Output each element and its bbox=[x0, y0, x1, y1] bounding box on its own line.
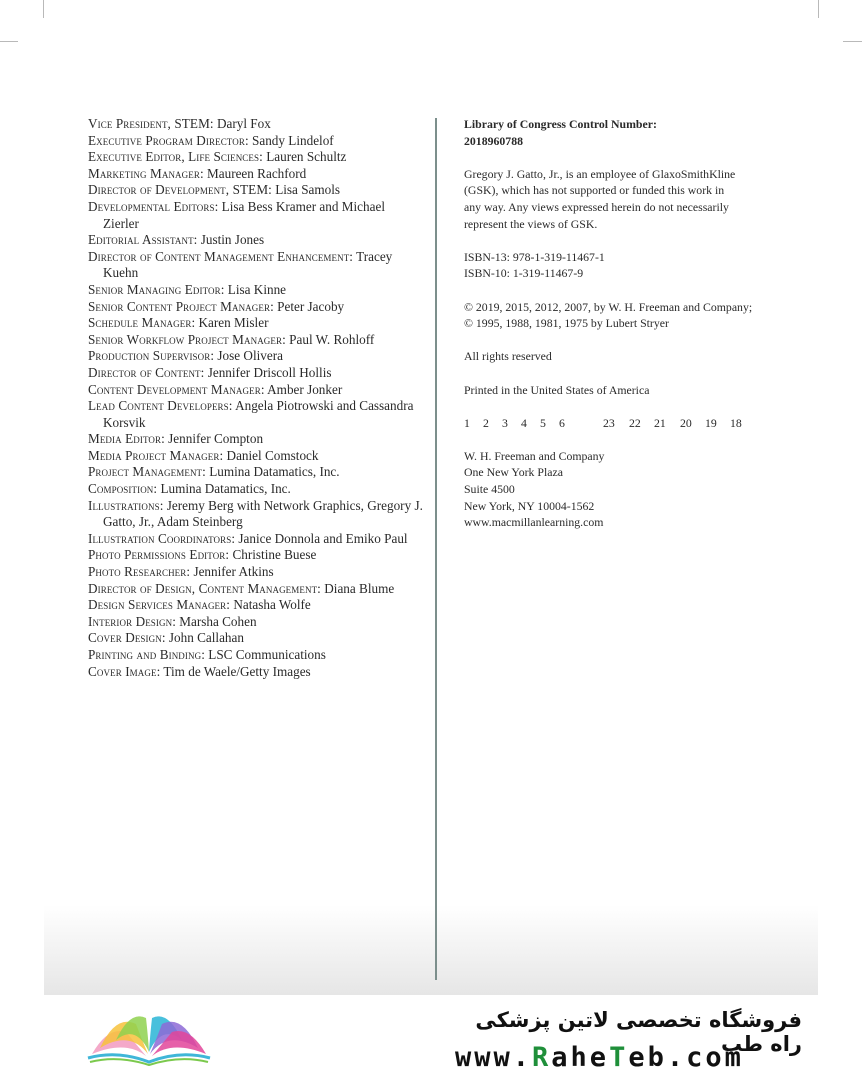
print-number: 6 bbox=[559, 415, 565, 430]
credit-entry bbox=[88, 398, 423, 431]
credit-entry bbox=[88, 614, 423, 631]
credit-name: Sandy Lindelof bbox=[248, 132, 334, 148]
credit-entry bbox=[88, 531, 423, 548]
credit-role: Schedule Manager: bbox=[88, 315, 196, 331]
website-brand-letter: T bbox=[609, 1042, 629, 1073]
credit-entry bbox=[88, 182, 423, 199]
credit-name: Jose Olivera bbox=[214, 348, 283, 364]
print-number: 18 bbox=[730, 415, 742, 430]
print-number: 2 bbox=[483, 415, 489, 430]
crop-mark bbox=[0, 41, 18, 42]
credit-role: Photo Permissions Editor: bbox=[88, 547, 230, 563]
column-divider bbox=[435, 118, 437, 980]
credit-role: Production Supervisor: bbox=[88, 348, 215, 364]
credit-name: Peter Jacoby bbox=[273, 298, 345, 314]
print-number: 3 bbox=[502, 415, 508, 430]
credit-entry bbox=[88, 448, 423, 465]
credit-role: Media Project Manager: bbox=[88, 447, 224, 463]
credit-entry bbox=[88, 365, 423, 382]
print-number: 1 bbox=[464, 415, 470, 430]
rights-reserved: All rights reserved bbox=[464, 349, 552, 364]
credit-name: Natasha Wolfe bbox=[230, 597, 311, 613]
credit-role: Lead Content Developers: bbox=[88, 398, 233, 414]
credit-name: Lisa Bess Kramer and Michael Zierler bbox=[103, 198, 385, 231]
credit-entry bbox=[88, 149, 423, 166]
credit-entry bbox=[88, 133, 423, 150]
credit-name: Angela Piotrowski and Cassandra Korsvik bbox=[103, 398, 414, 430]
credit-entry bbox=[88, 597, 423, 614]
credit-name: Jeremy Berg with Network Graphics, Gregory J. Gatto, Jr., Adam Steinberg bbox=[103, 497, 423, 530]
website-suffix: .com bbox=[666, 1042, 744, 1073]
credit-role: Developmental Editors: bbox=[88, 198, 219, 214]
print-number: 22 bbox=[629, 415, 641, 430]
credit-role: Project Management: bbox=[88, 464, 206, 480]
isbn-10: ISBN-10: 1-319-11467-9 bbox=[464, 266, 584, 281]
credit-role: Senior Content Project Manager: bbox=[88, 298, 274, 314]
credit-role: Illustration Coordinators: bbox=[88, 530, 236, 546]
print-number: 5 bbox=[540, 415, 546, 430]
credit-role: Director of Content Management Enhancement: bbox=[88, 248, 354, 264]
credit-role: Executive Editor, Life Sciences: bbox=[88, 149, 263, 165]
credit-entry bbox=[88, 282, 423, 299]
credit-name: Tim de Waele/Getty Images bbox=[160, 663, 311, 679]
disclaimer-text: Gregory J. Gatto, Jr., is an employee of GlaxoSmithKline (GSK), which has not supported or funded this work in any way. Any views expressed herein do not necessarily represent the views of GSK. bbox=[464, 166, 736, 231]
credit-entry bbox=[88, 199, 423, 232]
credit-name: Amber Jonker bbox=[264, 381, 343, 397]
credit-entry bbox=[88, 348, 423, 365]
credit-role: Marketing Manager: bbox=[88, 165, 204, 181]
credit-entry bbox=[88, 498, 423, 531]
crop-mark bbox=[843, 41, 862, 42]
credit-role: Printing and Binding: bbox=[88, 647, 205, 662]
lccn-block bbox=[464, 116, 764, 149]
credit-role: Executive Program Director: bbox=[88, 132, 249, 148]
credit-role: Vice President, STEM: bbox=[88, 116, 214, 131]
credit-name: Jennifer Driscoll Hollis bbox=[204, 364, 332, 380]
credit-role: Illustrations: bbox=[88, 497, 164, 513]
credit-entry bbox=[88, 299, 423, 316]
publisher-address-line: Suite 4500 bbox=[464, 482, 515, 497]
credit-entry bbox=[88, 581, 423, 598]
credit-name: Maureen Rachford bbox=[203, 165, 307, 181]
credit-role: Senior Workflow Project Manager: bbox=[88, 331, 286, 347]
credit-entry bbox=[88, 382, 423, 399]
credit-entry bbox=[88, 647, 423, 664]
copyright-column bbox=[464, 116, 764, 531]
credit-name: Lumina Datamatics, Inc. bbox=[205, 464, 340, 480]
print-number: 20 bbox=[680, 415, 692, 430]
print-number-line bbox=[464, 415, 764, 432]
store-website[interactable] bbox=[455, 1042, 805, 1073]
crop-mark bbox=[43, 0, 44, 18]
page-bottom-shadow bbox=[44, 905, 818, 995]
isbn-13: ISBN-13: 978-1-319-11467-1 bbox=[464, 249, 605, 264]
credit-name: Janice Donnola and Emiko Paul bbox=[235, 530, 408, 546]
credit-name: Lisa Kinne bbox=[224, 281, 287, 297]
print-number: 23 bbox=[603, 415, 615, 430]
credit-name: Jennifer Compton bbox=[164, 431, 264, 447]
publisher-url: www.macmillanlearning.com bbox=[464, 515, 604, 530]
credit-entry bbox=[88, 547, 423, 564]
credit-role: Editorial Assistant: bbox=[88, 232, 198, 248]
credit-entry bbox=[88, 630, 423, 647]
credit-name: Lisa Samols bbox=[271, 182, 341, 198]
credit-entry bbox=[88, 481, 423, 498]
credit-entry bbox=[88, 664, 423, 681]
credit-role: Cover Image: bbox=[88, 663, 161, 679]
credit-role: Composition: bbox=[88, 481, 158, 497]
credit-role: Interior Design: bbox=[88, 613, 176, 629]
credit-entry bbox=[88, 315, 423, 332]
credit-name: Lumina Datamatics, Inc. bbox=[157, 481, 291, 497]
credit-name: LSC Communications bbox=[204, 647, 326, 662]
credit-role: Director of Development, STEM: bbox=[88, 182, 272, 198]
credit-entry bbox=[88, 116, 423, 133]
publisher-city: New York, NY 10004-1562 bbox=[464, 498, 595, 513]
credit-name: John Callahan bbox=[165, 630, 244, 646]
lccn-number: 2018960788 bbox=[464, 133, 523, 148]
credit-name: Christine Buese bbox=[229, 547, 317, 563]
credit-entry bbox=[88, 166, 423, 183]
credit-role: Content Development Manager: bbox=[88, 381, 265, 397]
website-brand-part: ahe bbox=[551, 1042, 610, 1073]
publisher-address bbox=[464, 448, 764, 531]
credit-role: Senior Managing Editor: bbox=[88, 281, 225, 297]
credit-role: Cover Design: bbox=[88, 630, 166, 646]
credit-role: Media Editor: bbox=[88, 431, 165, 447]
credit-name: Daniel Comstock bbox=[223, 447, 319, 463]
credit-name: Karen Misler bbox=[195, 315, 269, 331]
credit-role: Director of Design, Content Management: bbox=[88, 580, 321, 596]
credit-name: Lauren Schultz bbox=[262, 149, 347, 165]
printed-in: Printed in the United States of America bbox=[464, 382, 650, 397]
credit-entry bbox=[88, 464, 423, 481]
lccn-label: Library of Congress Control Number: bbox=[464, 117, 657, 131]
credit-name: Daryl Fox bbox=[213, 116, 271, 131]
website-prefix: www. bbox=[455, 1042, 533, 1073]
print-number: 4 bbox=[521, 415, 527, 430]
isbn-block bbox=[464, 249, 764, 282]
credit-role: Photo Researcher: bbox=[88, 564, 191, 580]
credits-list bbox=[88, 116, 423, 680]
print-number: 21 bbox=[654, 415, 666, 430]
website-brand-part: eb bbox=[628, 1042, 667, 1073]
credit-name: Paul W. Rohloff bbox=[285, 331, 375, 347]
crop-mark bbox=[818, 0, 819, 18]
credit-name: Diana Blume bbox=[320, 580, 395, 596]
publisher-name: W. H. Freeman and Company bbox=[464, 448, 605, 463]
credit-role: Design Services Manager: bbox=[88, 597, 231, 613]
credit-role: Director of Content: bbox=[88, 364, 205, 380]
credit-entry bbox=[88, 332, 423, 349]
website-brand-letter: R bbox=[532, 1042, 552, 1073]
open-book-logo bbox=[86, 1010, 212, 1066]
publisher-address-line: One New York Plaza bbox=[464, 465, 563, 480]
credit-name: Jennifer Atkins bbox=[190, 564, 274, 580]
credit-entry bbox=[88, 431, 423, 448]
credit-entry bbox=[88, 249, 423, 282]
credit-name: Justin Jones bbox=[197, 232, 265, 248]
store-name: فروشگاه تخصصی لاتین پزشکی راه طب bbox=[475, 1008, 802, 1056]
credit-entry bbox=[88, 564, 423, 581]
credit-name: Tracey Kuehn bbox=[103, 248, 393, 281]
print-number: 19 bbox=[705, 415, 717, 430]
credit-entry bbox=[88, 232, 423, 249]
credit-name: Marsha Cohen bbox=[175, 613, 257, 629]
copyright-notice: © 2019, 2015, 2012, 2007, by W. H. Freeman and Company; © 1995, 1988, 1981, 1975 by Lubert Stryer bbox=[464, 299, 753, 331]
